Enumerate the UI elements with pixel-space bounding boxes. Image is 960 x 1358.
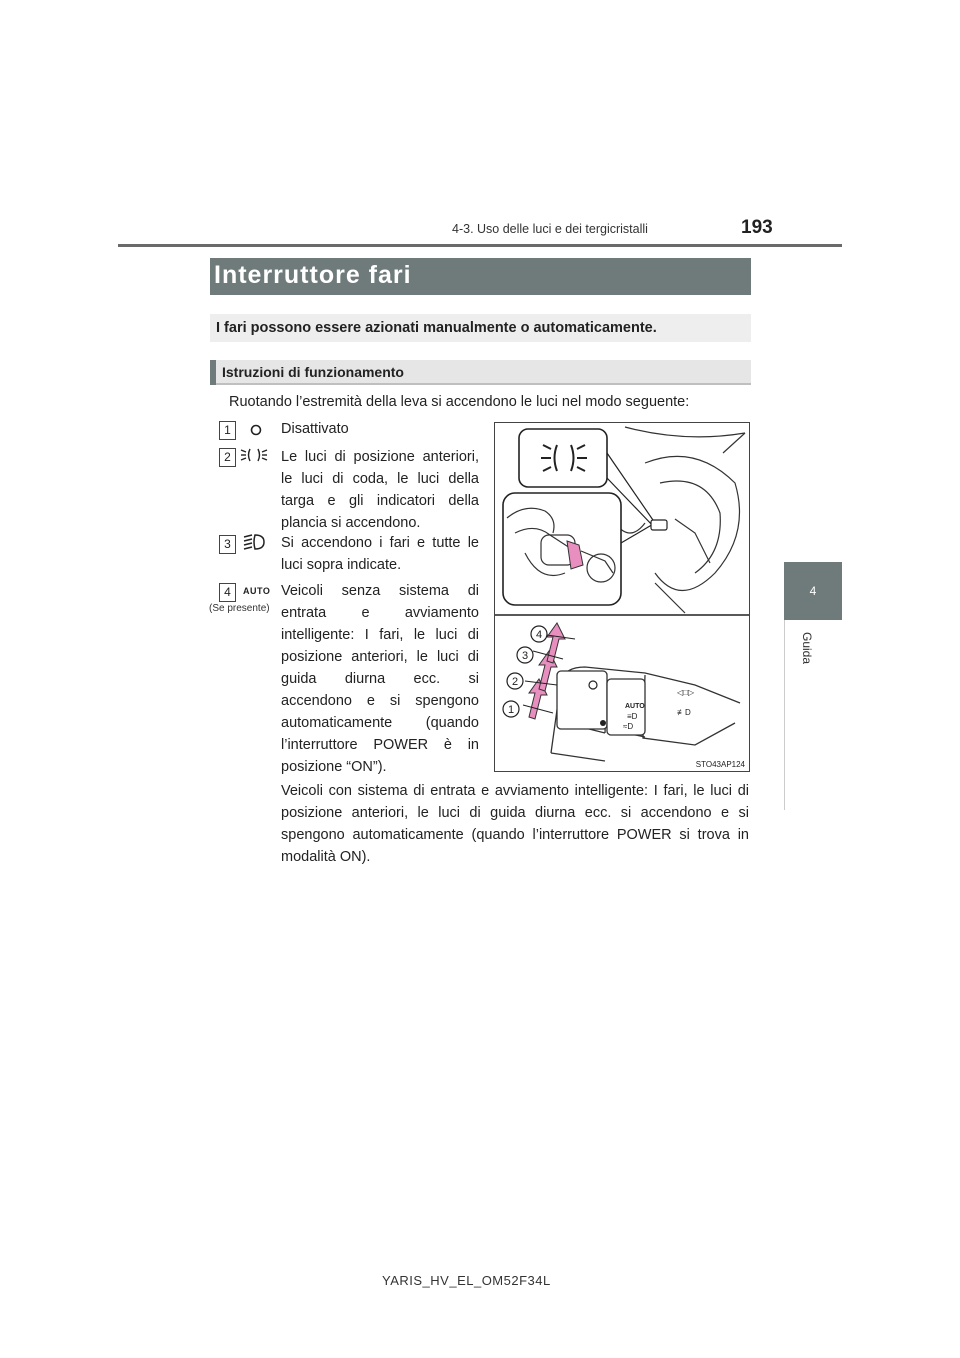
figure-stalk-glyph: ◁□▷: [677, 688, 695, 697]
position-lights-icon: [239, 445, 269, 465]
figure-callout-3: 3: [521, 650, 529, 662]
bottom-paragraph: Veicoli con sistema di entrata e avviamento intelligente: I fari, le luci di posizione anteriori, le luci di guida diurna ecc. si accendono e si spengono automaticamente (quando l’interruttore POWER si trova in modalità ON).: [281, 783, 749, 865]
figure-illustration: [495, 423, 750, 772]
lead-text: Ruotando l’estremità della leva si accendono le luci nel modo seguente:: [229, 394, 690, 410]
chapter-label: Guida: [800, 632, 814, 665]
figure-callout-4: 4: [535, 629, 543, 641]
page-number: 193: [741, 217, 773, 238]
item-number-3: 3: [219, 535, 236, 554]
figure-switch-glyph: ≡D: [627, 712, 638, 721]
figure-switch-glyph: ≈D: [623, 722, 634, 731]
figure-stalk-glyph: ≢D: [677, 708, 691, 717]
figure-code: STO43AP124: [695, 760, 745, 769]
figure-switch-label: AUTO: [625, 703, 645, 710]
item-text-2: Le luci di posizione anteriori, le luci di coda, le luci della targa e gli indicatori della plancia si accendono.: [281, 449, 479, 531]
off-circle-icon: [241, 420, 271, 440]
item-text-3: Si accendono i fari e tutte le luci sopra indicate.: [281, 535, 479, 573]
item-number-1: 1: [219, 421, 236, 440]
section-marker: [210, 360, 216, 385]
running-header: 4-3. Uso delle luci e dei tergicristalli: [452, 222, 648, 236]
page-title: Interruttore fari: [214, 261, 412, 289]
auto-icon: AUTO: [243, 586, 271, 596]
header-rule: [118, 244, 842, 247]
headlight-switch-figure: [494, 422, 750, 772]
section-heading: Istruzioni di funzionamento: [222, 364, 404, 380]
figure-callout-1: 1: [507, 704, 515, 716]
optional-note: (Se presente): [209, 603, 270, 614]
footer-doc-code: YARIS_HV_EL_OM52F34L: [382, 1273, 551, 1288]
intro-text: I fari possono essere azionati manualmente o automaticamente.: [216, 320, 657, 336]
item-text-1: Disattivato: [281, 421, 349, 437]
headlight-icon: [240, 532, 270, 552]
figure-callout-2: 2: [511, 676, 519, 688]
item-text-4: Veicoli senza sistema di entrata e avviamento intelligente: I fari, le luci di posizione anteriori, le luci di guida diurna ecc. si accendono e si spengono automaticamente (quando l’interruttore POWER è in posizione “ON”).: [281, 583, 479, 775]
item-number-2: 2: [219, 448, 236, 467]
chapter-tab: 4: [784, 562, 842, 620]
item-number-4: 4: [219, 583, 236, 602]
